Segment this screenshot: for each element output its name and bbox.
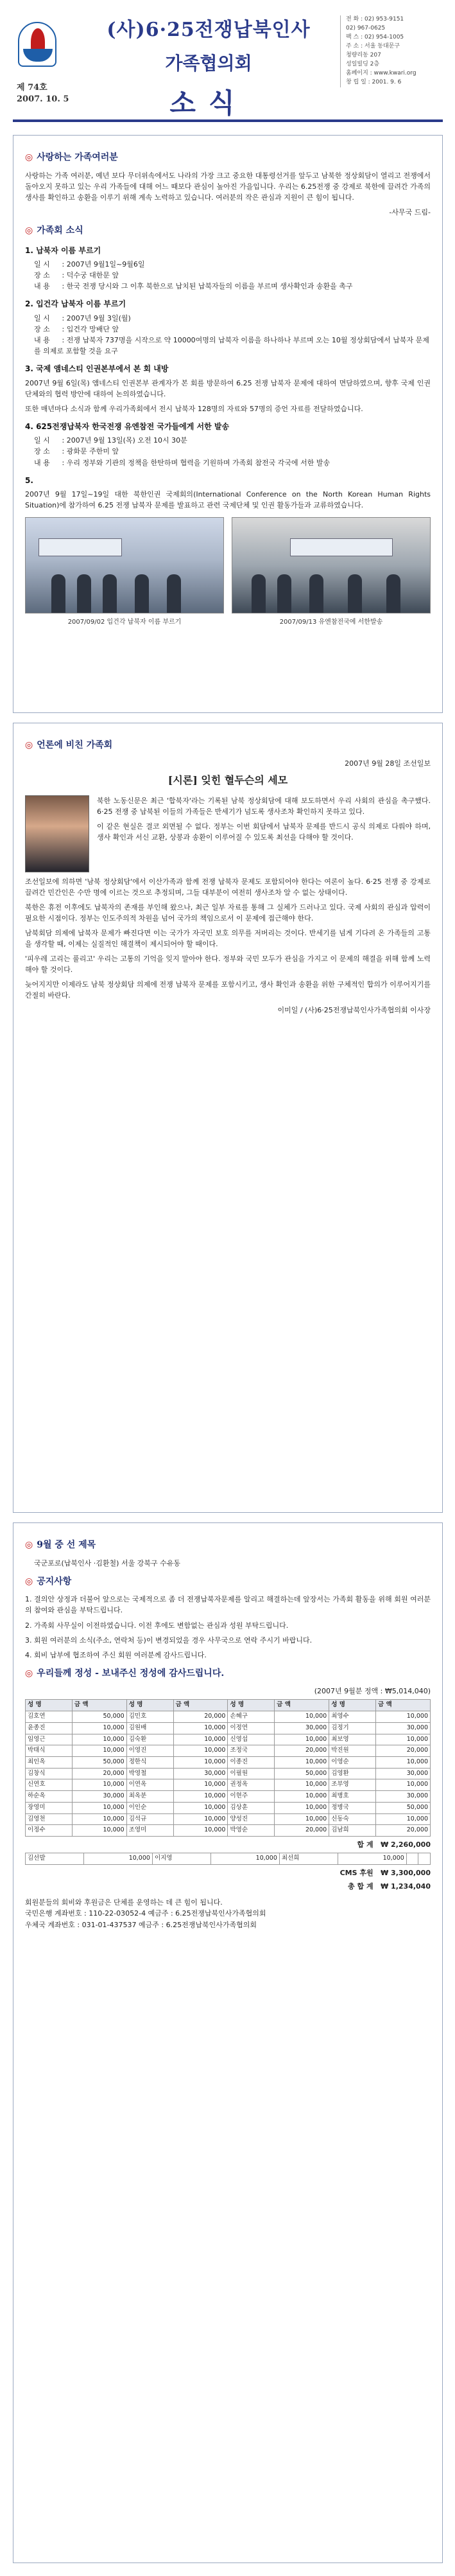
photo-caption: 2007/09/02 입건각 납북자 이름 부르기 <box>67 619 182 626</box>
table-row <box>26 1734 431 1745</box>
notice-item: 1. 결의안 상정과 더불어 앞으로는 국제적으로 좀 더 전쟁납북자문제를 알리고 해결하는데 앞장서는 가족회 활동을 위해 회원 여러분의 참여와 관심을 부탁드립니다. <box>25 1595 431 1615</box>
kv-row: 일 시 : 2007년 9월1일~9월6일 <box>34 260 145 269</box>
table-row <box>26 1711 431 1723</box>
donor-name-cell: 최보영 <box>329 1734 376 1745</box>
donor-amount-cell: 10,000 <box>72 1722 126 1734</box>
donor-name-cell: 권정옥 <box>228 1779 275 1791</box>
donor-name-cell: 이영순 <box>329 1756 376 1768</box>
event-photo <box>232 517 431 613</box>
donor-name-cell: 이필원 <box>228 1768 275 1779</box>
news-item-title: 4. 625전쟁납북자 한국전쟁 유엔참전 국가들에게 서한 발송 <box>25 421 230 431</box>
donor-name-cell: 박진원 <box>329 1745 376 1757</box>
person-figure <box>167 574 181 613</box>
bullet-icon: ◎ <box>25 1668 33 1679</box>
donor-amount-cell: 30,000 <box>72 1791 126 1803</box>
donor-name-cell: 이연옥 <box>126 1779 173 1791</box>
donor-name-cell: 김민호 <box>126 1711 173 1723</box>
donor-name-cell: 이정연 <box>228 1722 275 1734</box>
donor-amount-cell: 10,000 <box>72 1825 126 1837</box>
bullet-icon: ◎ <box>25 225 33 236</box>
donor-amount-cell: 10,000 <box>275 1711 329 1723</box>
column-source: 2007년 9월 28일 조선일보 <box>345 759 431 768</box>
notice-item: 2. 가족회 사무실이 이전하였습니다. 이전 후에도 변함없는 관심과 성원 부탁드립니다. <box>25 1621 289 1630</box>
donor-name-cell: 김석규 <box>126 1813 173 1825</box>
donor-amount-cell: 10,000 <box>72 1734 126 1745</box>
column-header: 성 명 <box>126 1700 173 1711</box>
column-header: 금 액 <box>275 1700 329 1711</box>
donor-name-cell: 조영미 <box>126 1825 173 1837</box>
donations-heading: ◎ 우리들께 정성 - 보내주신 정성에 감사드립니다. <box>25 1668 225 1679</box>
table-row <box>26 1756 431 1768</box>
donor-amount-cell: 10,000 <box>376 1711 431 1723</box>
donor-amount-cell: 10,000 <box>275 1791 329 1803</box>
donor-amount-cell: 10,000 <box>376 1756 431 1768</box>
donor-amount-cell: 10,000 <box>173 1813 228 1825</box>
donor-name-cell: 김호연 <box>26 1711 73 1723</box>
org-name-line2: 가족협의회 <box>165 52 252 74</box>
cms-row: CMS 후원 ₩ 3,300,000 <box>339 1868 431 1877</box>
donations-period: (2007년 9월분 정액 : ₩5,014,040) <box>314 1687 431 1696</box>
donor-name-cell: 김남희 <box>329 1825 376 1837</box>
greeting-sign: -사무국 드림- <box>389 207 431 216</box>
donor-name-cell: 최옥분 <box>126 1791 173 1803</box>
donor-name-cell: 이현주 <box>228 1791 275 1803</box>
donor-amount-cell: 30,000 <box>376 1722 431 1734</box>
table-row <box>26 1853 431 1865</box>
newsletter-title: 소식 <box>169 87 248 119</box>
donor-name-cell: 조부영 <box>329 1779 376 1791</box>
donor-amount-cell: 10,000 <box>275 1802 329 1813</box>
issue-date: 2007. 10. 5 <box>17 94 69 105</box>
donor-amount-cell: 10,000 <box>173 1779 228 1791</box>
donations-body <box>26 1711 431 1837</box>
donor-name-cell: 신영섭 <box>228 1734 275 1745</box>
donor-amount-cell: 10,000 <box>84 1853 153 1865</box>
person-figure <box>277 574 291 613</box>
bullet-icon: ◎ <box>25 1540 33 1550</box>
news-item-title: 5. <box>25 475 33 485</box>
donor-amount-cell: 20,000 <box>173 1711 228 1723</box>
bullet-icon: ◎ <box>25 1576 33 1587</box>
donor-name-cell: 박태식 <box>26 1745 73 1757</box>
news-item-body: 2007년 9월 17일~19일 대한 북한인권 국제회의(International Conference on the North Korean Human Rights Situation)에 참가하여 6.25 전쟁 납북자 문제를 발표하고 관련 국제단체 및 인권 활동가들과 교류하였습니다. <box>25 490 431 510</box>
table-row <box>26 1745 431 1757</box>
column-header: 금 액 <box>376 1700 431 1711</box>
contact-line: 청량리동 207 <box>346 51 381 58</box>
donor-name-cell: 이지영 <box>152 1853 210 1865</box>
schedule-item: 국군포로(납북인사 ·김환철) 서울 강북구 수유동 <box>34 1558 180 1567</box>
donations-extra-table <box>25 1853 431 1865</box>
donor-name-cell <box>406 1853 418 1865</box>
news-item-title: 2. 입건각 납북자 이름 부르기 <box>25 299 126 309</box>
account-line: 국민은행 계좌번호 : 110-22-03052-4 예금주 : 6.25전쟁납북인사가족협의회 <box>25 1909 266 1918</box>
donor-amount-cell: 10,000 <box>173 1745 228 1757</box>
org-name-line1: (사)6·25전쟁납북인사 <box>107 19 311 41</box>
donor-name-cell: 신연호 <box>26 1779 73 1791</box>
donor-name-cell: 김선발 <box>26 1853 84 1865</box>
banner-graphic <box>290 538 393 556</box>
donor-name-cell: 최선희 <box>279 1853 338 1865</box>
donor-amount-cell: 50,000 <box>376 1802 431 1813</box>
table-row <box>26 1722 431 1734</box>
contact-line: 02) 967-0625 <box>346 24 386 31</box>
organization-logo <box>18 22 56 67</box>
donor-name-cell: 최인옥 <box>26 1756 73 1768</box>
column-paragraph: '피우레 고리는 풀리고' 우리는 고통의 기억을 잊지 말아야 한다. 정부와 국민 모두가 관심을 가지고 이 문제의 해결을 위해 함께 노력해야 할 것이다. <box>25 954 431 974</box>
donor-name-cell: 박영순 <box>228 1825 275 1837</box>
donor-amount-cell: 10,000 <box>376 1813 431 1825</box>
event-photo <box>25 517 224 613</box>
donor-name-cell: 정한식 <box>126 1756 173 1768</box>
column-paragraph: 이 같은 현실은 결코 외면될 수 없다. 정부는 이번 회담에서 납북자 문제를 반드시 공식 의제로 다뤄야 하며, 생사 확인과 서신 교환, 상봉과 송환이 이루어질 수 있도록 최선을 다해야 할 것이다. <box>97 822 431 842</box>
donor-name-cell: 김숙환 <box>126 1734 173 1745</box>
kv-row: 일 시 : 2007년 9월 13일(목) 오전 10시 30분 <box>34 436 187 445</box>
table-row <box>26 1768 431 1779</box>
column-paragraph: 북한은 휴전 이후에도 납북자의 존재를 부인해 왔으나, 최근 일부 자료를 통해 그 실체가 드러나고 있다. 국제 사회의 관심과 압력이 필요한 시점이다. 정부는 인도주의적 차원을 넘어 국가의 책임으로서 이 문제에 접근해야 한다. <box>25 903 431 922</box>
donor-name-cell: 이인순 <box>126 1802 173 1813</box>
person-figure <box>252 574 266 613</box>
donor-amount-cell: 50,000 <box>72 1711 126 1723</box>
banner-graphic <box>39 538 122 556</box>
kv-row: 일 시 : 2007년 9월 3일(월) <box>34 313 131 322</box>
notice-heading: ◎ 공지사항 <box>25 1576 72 1587</box>
notice-section <box>13 1522 443 2563</box>
donor-amount-cell: 10,000 <box>72 1802 126 1813</box>
donor-amount-cell: 20,000 <box>72 1768 126 1779</box>
donor-amount-cell: 50,000 <box>72 1756 126 1768</box>
donor-name-cell: 임영근 <box>26 1734 73 1745</box>
column-paragraph: 늦어지지만 이제라도 남북 정상회담 의제에 전쟁 납북자 문제를 포함시키고, 생사 확인과 송환을 위한 구체적인 합의가 이루어지기를 간절히 바란다. <box>25 980 431 1000</box>
person-figure <box>77 574 91 613</box>
contact-line: 전 화 : 02) 953-9151 <box>346 16 404 22</box>
news-item-title: 1. 납북자 이름 부르기 <box>25 245 101 255</box>
donor-amount-cell: 30,000 <box>376 1791 431 1803</box>
table-row <box>26 1779 431 1791</box>
donor-amount-cell: 10,000 <box>72 1813 126 1825</box>
author-portrait <box>25 795 89 872</box>
column-header: 성 명 <box>329 1700 376 1711</box>
homepage-link[interactable]: 홈페이지 : www.kwari.org <box>346 69 416 76</box>
column-paragraph: 조선일보에 의하면 '남북 정상회담'에서 이산가족과 함께 전쟁 납북자 문제도 포함되어야 한다는 여론이 높다. 6·25 전쟁 중 강제로 끌려간 민간인은 수만 명에 이르는 것으로 추정되며, 그들 대부분이 여전히 생사조차 알 수 없는 상태이다. <box>25 877 431 897</box>
donor-amount-cell: 10,000 <box>173 1802 228 1813</box>
donor-amount-cell: 20,000 <box>275 1825 329 1837</box>
donor-name-cell: 김영천 <box>26 1813 73 1825</box>
issue-number: 제 74호 <box>17 83 47 93</box>
donor-amount-cell: 10,000 <box>173 1734 228 1745</box>
donor-name-cell: 이종진 <box>228 1756 275 1768</box>
masthead <box>13 12 443 127</box>
table-row <box>26 1825 431 1837</box>
donations-table <box>25 1699 431 1837</box>
donor-name-cell: 최영수 <box>329 1711 376 1723</box>
donor-amount-cell: 10,000 <box>376 1779 431 1791</box>
column-header: 성 명 <box>228 1700 275 1711</box>
person-figure <box>103 574 117 613</box>
kv-row: 내 용 : 전쟁 납북자 737명을 시작으로 약 10000여명의 납북자 이름을 하나하나 부르며 오는 10월 정상회담에서 납북자 문제를 의제로 포함할 것을 요구 <box>34 335 429 356</box>
kv-row: 장 소 : 덕수궁 대한문 앞 <box>34 271 119 280</box>
column-header: 금 액 <box>173 1700 228 1711</box>
person-figure <box>386 574 400 613</box>
table-row <box>26 1813 431 1825</box>
donor-amount-cell: 10,000 <box>173 1791 228 1803</box>
donor-name-cell: 하순옥 <box>26 1791 73 1803</box>
news-item-title: 3. 국제 앰네스티 인권본부에서 본 회 내방 <box>25 364 169 374</box>
photo-row <box>25 517 431 613</box>
donor-amount-cell: 10,000 <box>275 1734 329 1745</box>
donor-name-cell: 윤종진 <box>26 1722 73 1734</box>
donor-amount-cell: 10,000 <box>72 1779 126 1791</box>
donor-amount-cell: 50,000 <box>275 1768 329 1779</box>
kv-row: 내 용 : 한국 전쟁 당시와 그 이후 북한으로 납치된 납북자들의 이름을 부르며 생사확인과 송환을 촉구 <box>34 282 353 291</box>
donor-amount-cell: 10,000 <box>275 1813 329 1825</box>
donor-name-cell: 김영환 <box>329 1768 376 1779</box>
grand-total-row: 총 합 계 ₩ 1,234,040 <box>348 1882 431 1891</box>
donor-name-cell: 최병호 <box>329 1791 376 1803</box>
column-signature: 이미일 / (사)6·25전쟁납북인사가족협의회 이사장 <box>277 1006 431 1014</box>
donor-name-cell: 김정기 <box>329 1722 376 1734</box>
donor-amount-cell: 30,000 <box>173 1768 228 1779</box>
table-row <box>26 1802 431 1813</box>
donor-amount-cell: 10,000 <box>173 1756 228 1768</box>
donor-amount-cell: 10,000 <box>376 1734 431 1745</box>
greeting-body: 사랑하는 가족 여러분, 예년 보다 무더위속에서도 나라의 가장 크고 중요한 대통령선거를 앞두고 남북한 정상회담이 열리고 전쟁에서 돌아오지 못하고 있는 우리 가족들에 대해 어느 때보다 관심이 높아진 가을입니다. 우리는 6.25전쟁 중 강제로 북한에 끌려간 가족의 생사를 확인하고 송환을 이루기 위해 계속 노력하고 있습니다. 여러분의 작은 관심과 지원이 큰 힘이 됩니다. <box>25 171 431 202</box>
notice-item: 3. 회원 여러분의 소식(주소, 연락처 등)이 변경되었을 경우 사무국으로 연락 주시기 바랍니다. <box>25 1636 313 1645</box>
person-figure <box>51 574 65 613</box>
donor-amount-cell: 10,000 <box>211 1853 280 1865</box>
donor-amount-cell: 10,000 <box>173 1722 228 1734</box>
donor-amount-cell: 20,000 <box>376 1745 431 1757</box>
subtotal-row: 합 계 ₩ 2,260,000 <box>357 1840 431 1849</box>
donor-name-cell: 정병국 <box>329 1802 376 1813</box>
donor-name-cell: 신동숙 <box>329 1813 376 1825</box>
column-header: 성 명 <box>26 1700 73 1711</box>
column-header: 금 액 <box>72 1700 126 1711</box>
press-section <box>13 723 443 1513</box>
masthead-titles <box>83 15 334 124</box>
donor-name-cell: 조정국 <box>228 1745 275 1757</box>
photo-caption: 2007/09/13 유엔참전국에 서한발송 <box>279 619 383 626</box>
kv-row: 장 소 : 입건각 망배단 앞 <box>34 324 119 333</box>
donor-name-cell: 김원배 <box>126 1722 173 1734</box>
donor-name-cell: 김상훈 <box>228 1802 275 1813</box>
donor-name-cell: 장영미 <box>26 1802 73 1813</box>
bullet-icon: ◎ <box>25 152 33 163</box>
greeting-heading: ◎ 사랑하는 가족여러분 <box>25 152 118 163</box>
donor-amount-cell: 10,000 <box>275 1756 329 1768</box>
news-heading: ◎ 가족회 소식 <box>25 225 83 236</box>
donations-extra-body <box>26 1853 431 1865</box>
issue-info <box>17 82 69 105</box>
donor-amount-cell: 20,000 <box>376 1825 431 1837</box>
donor-name-cell: 이정수 <box>26 1825 73 1837</box>
person-figure <box>348 574 362 613</box>
donor-name-cell: 손혜구 <box>228 1711 275 1723</box>
donor-name-cell: 이영진 <box>126 1745 173 1757</box>
notice-item: 4. 회비 납부에 협조하여 주신 회원 여러분께 감사드립니다. <box>25 1650 207 1659</box>
account-info <box>25 1897 431 1931</box>
contact-line: 성일빌딩 2층 <box>346 60 380 67</box>
table-row <box>26 1791 431 1803</box>
donor-name-cell: 양성진 <box>228 1813 275 1825</box>
press-heading: ◎ 언론에 비친 가족회 <box>25 740 113 750</box>
news-item-body: 2007년 9월 6일(목) 앰네스티 인권본부 관계자가 본 회를 방문하여 6.25 전쟁 납북자 문제에 대하여 면담하였으며, 향후 국제 인권단체와의 협력 방안에 대하여 논의하였습니다. <box>25 378 431 398</box>
contact-block <box>340 15 443 87</box>
contact-line: 주 소 : 서울 동대문구 <box>346 42 400 49</box>
donor-name-cell: 박영철 <box>126 1768 173 1779</box>
person-figure <box>309 574 323 613</box>
news-item-body: 또한 매년마다 소식과 함께 우리가족회에서 전시 납북자 128명의 자료와 57명의 증언 자료를 전달하였습니다. <box>25 404 363 413</box>
table-header-row <box>26 1700 431 1711</box>
contact-line: 팩 스 : 02) 954-1005 <box>346 33 404 40</box>
donor-amount-cell: 10,000 <box>72 1745 126 1757</box>
donor-amount-cell <box>418 1853 431 1865</box>
donor-amount-cell: 10,000 <box>338 1853 407 1865</box>
donor-amount-cell: 30,000 <box>275 1722 329 1734</box>
donor-amount-cell: 10,000 <box>173 1825 228 1837</box>
person-figure <box>135 574 149 613</box>
account-line: 회원분들의 회비와 후원금은 단체를 운영하는 데 큰 힘이 됩니다. <box>25 1898 223 1907</box>
kv-row: 내 용 : 우리 정부와 기관의 정책을 한탄하며 협력을 기원하며 가족회 참전국 각국에 서한 발송 <box>34 458 331 467</box>
contact-line: 창 립 일 : 2001. 9. 6 <box>346 78 402 85</box>
donor-amount-cell: 10,000 <box>275 1779 329 1791</box>
account-line: 우체국 계좌번호 : 031-01-437537 예금주 : 6.25전쟁납북인사가족협의회 <box>25 1921 257 1930</box>
donor-amount-cell: 30,000 <box>376 1768 431 1779</box>
donor-name-cell: 김창식 <box>26 1768 73 1779</box>
column-paragraph: 북한 노동신문은 최근 '합북자'라는 기록된 남북 정상회담에 대해 보도하면서 우리 사회의 관심을 촉구했다. 6·25 전쟁 중 납북된 이들의 가족들은 반세기가 넘도록 생사조차 확인하지 못하고 있다. <box>97 796 431 816</box>
news-section <box>13 135 443 713</box>
kv-row: 장 소 : 광화문 주한미 앞 <box>34 447 119 456</box>
column-paragraph: 남북회담 의제에 납북자 문제가 빠진다면 이는 국가가 자국민 보호 의무를 저버리는 것이다. 반세기를 넘게 기다려 온 가족들의 고통을 생각할 때, 이제는 실질적인 해결책이 제시되어야 할 때이다. <box>25 928 431 948</box>
donor-amount-cell: 20,000 <box>275 1745 329 1757</box>
column-title: [시론] 잊힌 혈두슨의 세모 <box>167 773 288 786</box>
masthead-divider <box>13 119 443 122</box>
wing-icon <box>23 49 53 62</box>
schedule-heading: ◎ 9월 중 선 제목 <box>25 1540 96 1550</box>
bullet-icon: ◎ <box>25 740 33 750</box>
photo-captions <box>25 617 431 628</box>
